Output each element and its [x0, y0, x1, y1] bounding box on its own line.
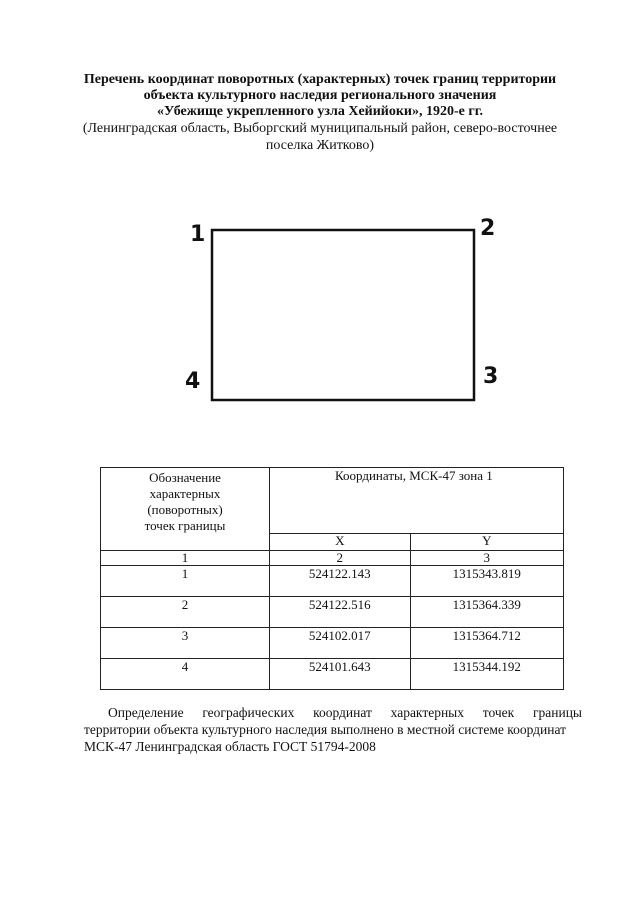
header-text-line: (поворотных) — [147, 502, 223, 517]
table-row — [101, 659, 564, 690]
y-cell: 1315364.712 — [410, 628, 563, 659]
point-cell: 2 — [101, 597, 270, 628]
y-cell: 1315364.339 — [410, 597, 563, 628]
column-number: 2 — [270, 551, 411, 566]
document-title-line-3: «Убежище укрепленного узла Хейийоки», 1920-е гг. — [156, 104, 483, 119]
column-number: 1 — [101, 551, 270, 566]
x-cell: 524122.516 — [270, 597, 411, 628]
boundary-rectangle — [212, 230, 474, 400]
point-cell: 4 — [101, 659, 270, 690]
column-number: 3 — [410, 551, 563, 566]
point-cell: 3 — [101, 628, 270, 659]
point-label-1: 1 — [190, 222, 206, 247]
header-text-line: характерных — [149, 486, 221, 501]
x-cell: 524102.017 — [270, 628, 411, 659]
x-column-header: X — [270, 533, 411, 550]
x-cell: 524122.143 — [270, 566, 411, 597]
document-title-line-1: Перечень координат поворотных (характерных) точек границ территории — [83, 72, 557, 87]
header-text-line: Обозначение — [149, 470, 221, 485]
footer-note — [84, 704, 582, 755]
y-cell: 1315343.819 — [410, 566, 563, 597]
footer-line-3: МСК-47 Ленинградская область ГОСТ 51794-2008 — [84, 739, 376, 754]
point-designation-header — [101, 468, 270, 551]
column-number-row — [101, 551, 564, 566]
table-row — [101, 597, 564, 628]
point-label-3: 3 — [483, 364, 499, 389]
point-label-2: 2 — [480, 216, 496, 241]
coordinates-table — [100, 467, 564, 690]
table-row — [101, 628, 564, 659]
document-subtitle-line-2: поселка Житково) — [265, 138, 375, 153]
y-cell: 1315344.192 — [410, 659, 563, 690]
document-subtitle-line-1: (Ленинградская область, Выборгский муниципальный район, северо-восточнее — [82, 121, 558, 136]
point-label-4: 4 — [185, 369, 201, 394]
coordinates-system-header: Координаты, МСК-47 зона 1 — [270, 468, 564, 534]
table-row — [101, 566, 564, 597]
x-cell: 524101.643 — [270, 659, 411, 690]
document-title-line-2: объекта культурного наследия регионального значения — [143, 88, 497, 103]
table-header-row — [101, 468, 564, 534]
header-text-line: точек границы — [144, 518, 226, 533]
footer-line-1: Определение географических координат характерных точек границы — [108, 705, 582, 720]
footer-line-2: территории объекта культурного наследия выполнено в местной системе координат — [84, 722, 567, 737]
point-cell: 1 — [101, 566, 270, 597]
y-column-header: Y — [410, 533, 563, 550]
